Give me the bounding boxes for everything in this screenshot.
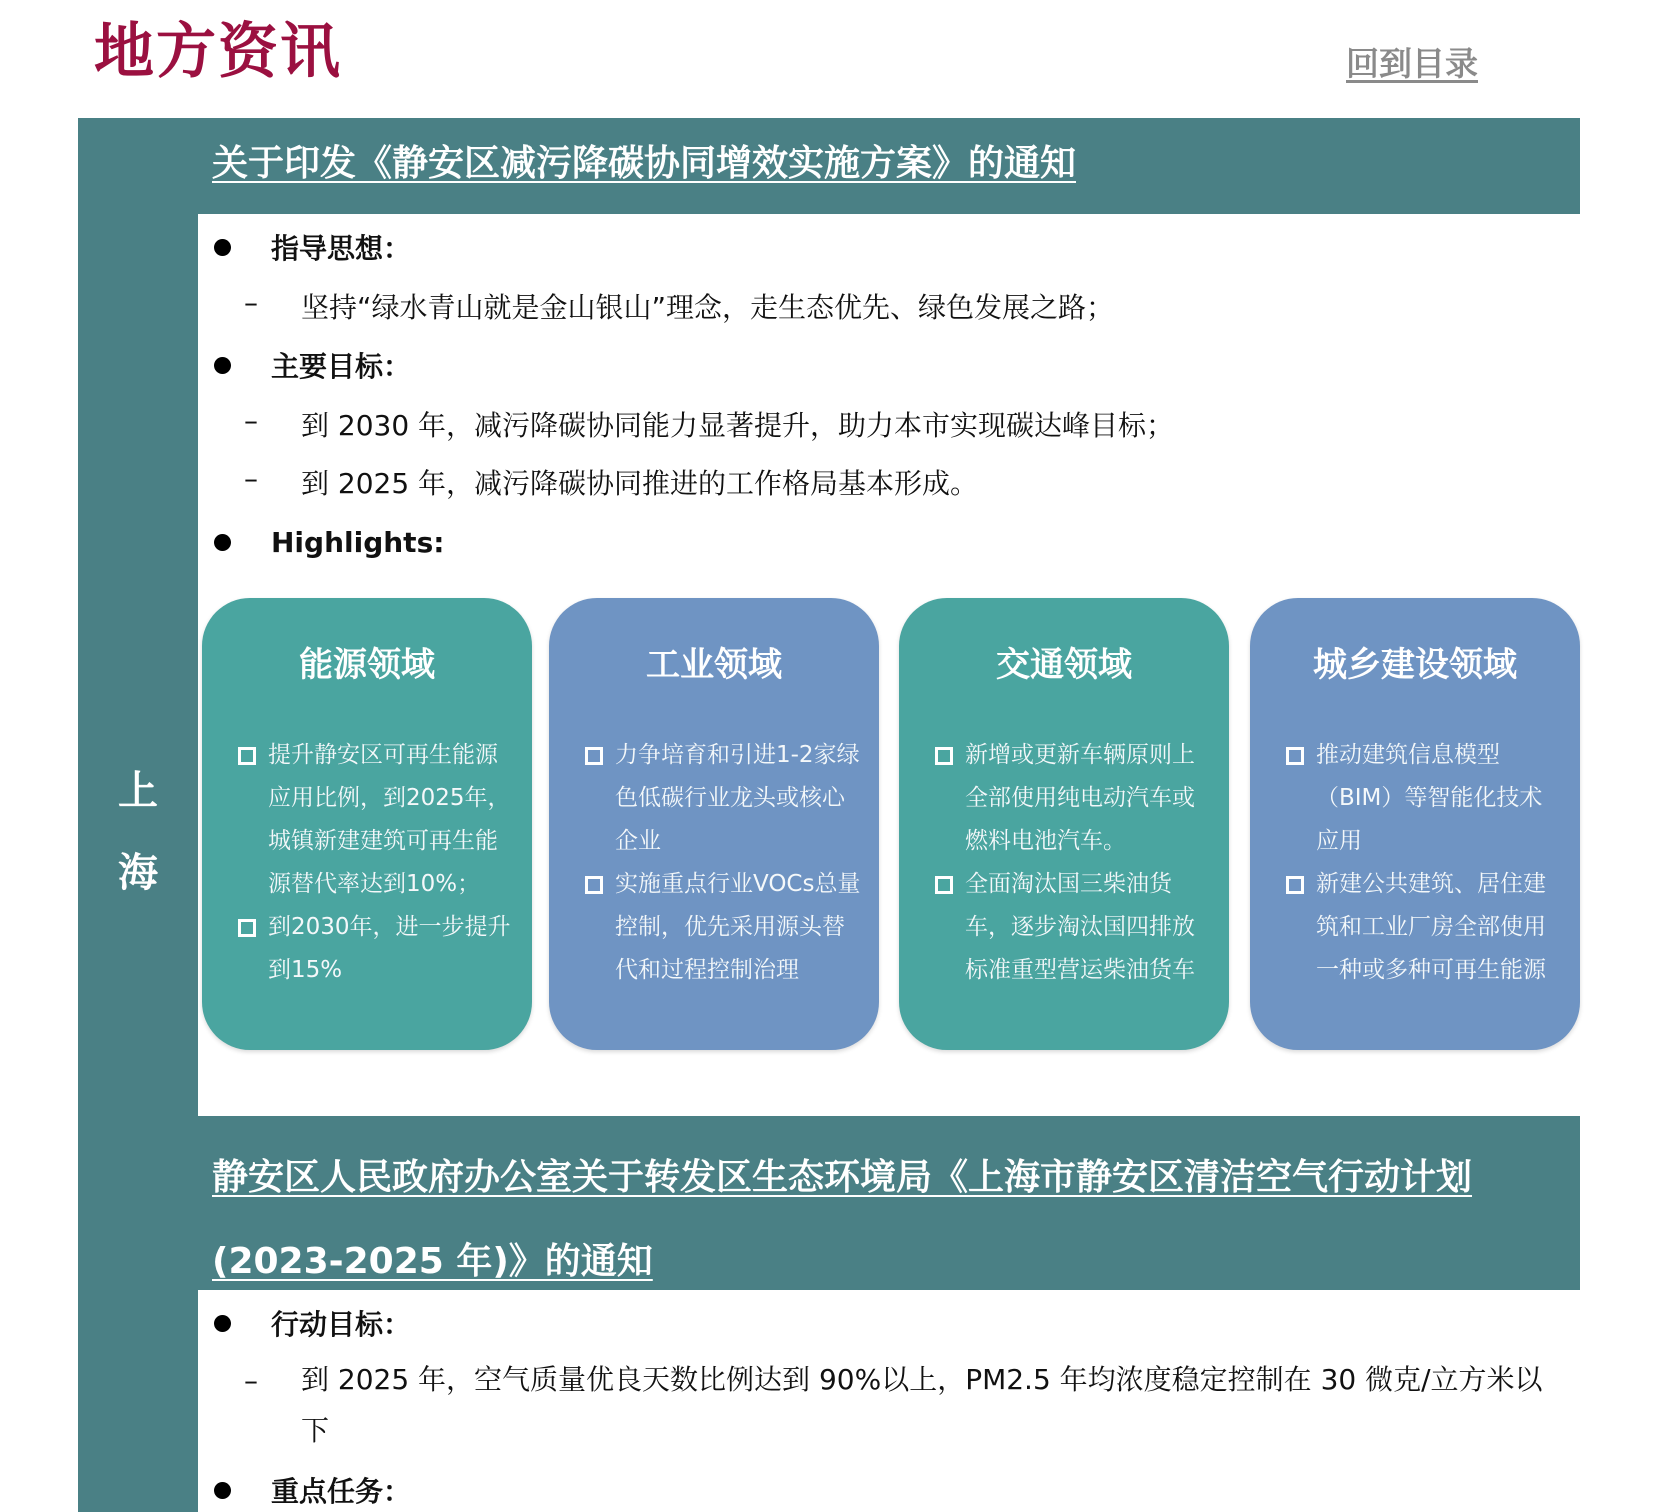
checkbox-square-icon bbox=[585, 747, 603, 765]
section2-header bbox=[198, 1116, 1580, 1290]
bullet-dot-icon bbox=[214, 1315, 231, 1332]
card-item: 提升静安区可再生能源应用比例，到2025年，城镇新建建筑可再生能源替代率达到10%； bbox=[238, 734, 516, 906]
checkbox-square-icon bbox=[238, 919, 256, 937]
dash-marker: – bbox=[244, 1364, 258, 1397]
bullet-guiding bbox=[214, 230, 411, 264]
bullet-label: 指导思想： bbox=[271, 232, 412, 265]
bullet-highlights bbox=[214, 525, 444, 559]
action-item: 到 2025 年，空气质量优良天数比例达到 90%以上，PM2.5 年均浓度稳定控制在 30 微克/立方米以下 bbox=[301, 1363, 1543, 1447]
goal-item: 到 2030 年，减污降碳协同能力显著提升，助力本市实现碳达峰目标； bbox=[301, 409, 1175, 442]
card-urban-construction bbox=[1250, 598, 1580, 1050]
card-item: 新建公共建筑、居住建筑和工业厂房全部使用一种或多种可再生能源 bbox=[1286, 863, 1564, 992]
card-item: 新增或更新车辆原则上全部使用纯电动汽车或燃料电池汽车。 bbox=[935, 734, 1213, 863]
goal-item: 到 2025 年，减污降碳协同推进的工作格局基本形成。 bbox=[301, 467, 979, 500]
bullet-dot-icon bbox=[214, 1482, 231, 1499]
bullet-dot-icon bbox=[214, 534, 231, 551]
checkbox-square-icon bbox=[1286, 747, 1304, 765]
bullet-label: 主要目标： bbox=[271, 350, 412, 383]
bullet-label: 行动目标： bbox=[271, 1308, 412, 1341]
card-title: 能源领域 bbox=[299, 645, 435, 685]
card-title: 交通领域 bbox=[996, 645, 1132, 685]
bullet-action bbox=[214, 1306, 411, 1340]
card-item: 推动建筑信息模型（BIM）等智能化技术应用 bbox=[1286, 734, 1564, 863]
card-industry bbox=[549, 598, 879, 1050]
section1-header bbox=[198, 118, 1580, 214]
back-to-contents-link[interactable]: 回到目录 bbox=[1346, 44, 1478, 83]
dash-marker: – bbox=[244, 462, 258, 495]
checkbox-square-icon bbox=[935, 747, 953, 765]
card-transport bbox=[899, 598, 1229, 1050]
dash-marker: – bbox=[244, 404, 258, 437]
page-title: 地方资讯 bbox=[94, 17, 342, 87]
region-char-2: 海 bbox=[118, 850, 158, 896]
bullet-tasks bbox=[214, 1473, 411, 1507]
card-item: 全面淘汰国三柴油货车，逐步淘汰国四排放标准重型营运柴油货车 bbox=[935, 863, 1213, 992]
checkbox-square-icon bbox=[238, 747, 256, 765]
checkbox-square-icon bbox=[935, 876, 953, 894]
card-item: 实施重点行业VOCs总量控制，优先采用源头替代和过程控制治理 bbox=[585, 863, 863, 992]
dash-marker: – bbox=[244, 286, 258, 319]
bullet-dot-icon bbox=[214, 357, 231, 374]
card-item: 力争培育和引进1-2家绿色低碳行业龙头或核心企业 bbox=[585, 734, 863, 863]
section2-title-link[interactable]: 静安区人民政府办公室关于转发区生态环境局《上海市静安区清洁空气行动计划(2023-2025 年)》的通知 bbox=[212, 1157, 1473, 1282]
checkbox-square-icon bbox=[1286, 876, 1304, 894]
checkbox-square-icon bbox=[585, 876, 603, 894]
region-char-1: 上 bbox=[118, 768, 158, 814]
region-label bbox=[78, 750, 198, 914]
card-energy bbox=[202, 598, 532, 1050]
guiding-item: 坚持“绿水青山就是金山银山”理念，走生态优先、绿色发展之路； bbox=[301, 291, 1115, 324]
bullet-label: 重点任务： bbox=[271, 1475, 412, 1508]
bullet-goals bbox=[214, 348, 411, 382]
card-title: 工业领域 bbox=[646, 645, 782, 685]
bullet-label: Highlights: bbox=[271, 525, 445, 559]
card-item: 到2030年，进一步提升到15% bbox=[238, 906, 516, 992]
bullet-dot-icon bbox=[214, 239, 231, 256]
card-title: 城乡建设领域 bbox=[1313, 645, 1517, 685]
section1-title-link[interactable]: 关于印发《静安区减污降碳协同增效实施方案》的通知 bbox=[212, 143, 1077, 184]
